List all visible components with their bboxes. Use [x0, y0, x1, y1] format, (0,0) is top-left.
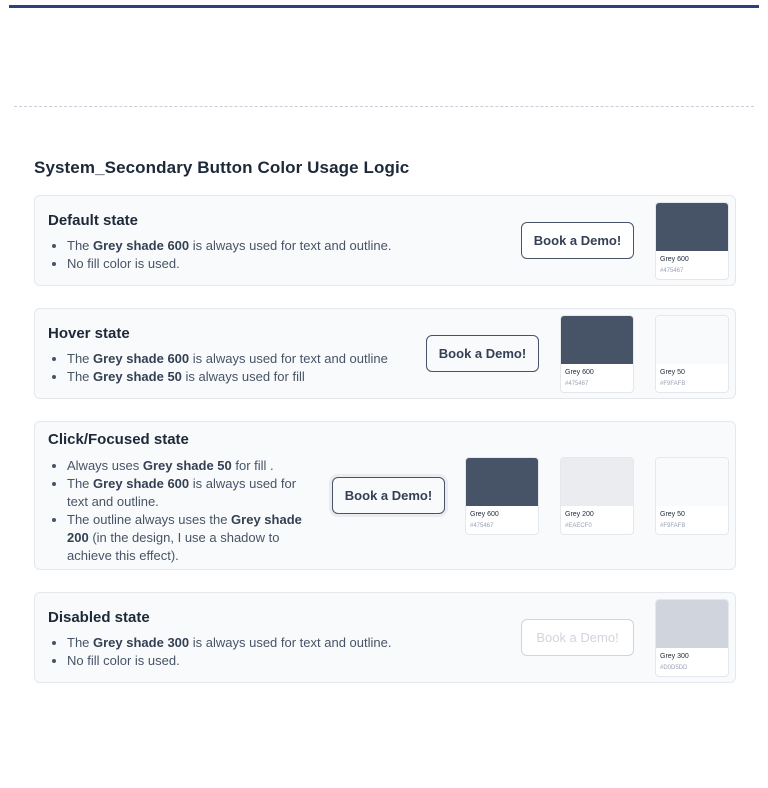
header-accent-line	[9, 5, 759, 8]
section-divider	[14, 106, 754, 107]
color-swatch-grey-600: Grey 600 #475467	[560, 315, 634, 393]
list-item: • The Grey shade 600 is always used for text and outline.	[67, 475, 307, 511]
book-demo-button-focused[interactable]: Book a Demo!	[332, 477, 445, 514]
bullet-list	[67, 457, 307, 565]
page-title: System_Secondary Button Color Usage Logic	[34, 158, 410, 177]
card-title: Click/Focused state	[48, 431, 189, 448]
list-item: • The Grey shade 600 is always used for text and outline.	[67, 237, 427, 255]
hover-state-card	[34, 308, 736, 399]
color-swatch-grey-50: Grey 50 #F9FAFB	[655, 457, 729, 535]
book-demo-button-hover[interactable]: Book a Demo!	[426, 335, 539, 372]
default-state-card	[34, 195, 736, 286]
color-swatch-grey-300: Grey 300 #D0D5DD	[655, 599, 729, 677]
bullet-list	[67, 350, 427, 386]
card-title: Default state	[48, 212, 139, 229]
color-swatch-grey-600: Grey 600 #475467	[655, 202, 729, 280]
list-item: • No fill color is used.	[67, 652, 427, 670]
list-item: • No fill color is used.	[67, 255, 427, 273]
book-demo-button-disabled: Book a Demo!	[521, 619, 634, 656]
color-swatch-grey-50: Grey 50 #F9FAFB	[655, 315, 729, 393]
list-item: • The Grey shade 50 is always used for fill	[67, 368, 427, 386]
focused-state-card	[34, 421, 736, 570]
bullet-list	[67, 237, 427, 273]
list-item: • The Grey shade 300 is always used for text and outline.	[67, 634, 427, 652]
color-swatch-grey-600: Grey 600 #475467	[465, 457, 539, 535]
card-title: Hover state	[48, 325, 130, 342]
list-item: • Always uses Grey shade 50 for fill .	[67, 457, 307, 475]
book-demo-button-default[interactable]: Book a Demo!	[521, 222, 634, 259]
card-title: Disabled state	[48, 609, 150, 626]
color-swatch-grey-200: Grey 200 #EAECF0	[560, 457, 634, 535]
disabled-state-card	[34, 592, 736, 683]
list-item: • The Grey shade 600 is always used for text and outline	[67, 350, 427, 368]
list-item: • The outline always uses the Grey shade 200 (in the design, I use a shadow to achieve this effect).	[67, 511, 307, 565]
bullet-list	[67, 634, 427, 670]
